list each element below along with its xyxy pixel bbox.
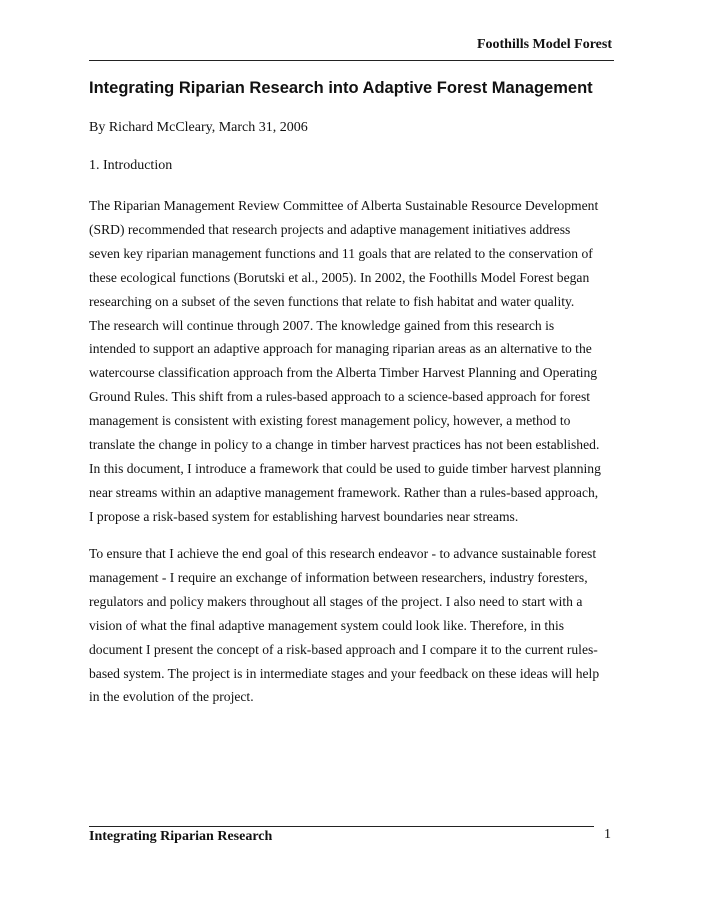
footer-running-title: Integrating Riparian Research: [89, 829, 273, 844]
paragraph-line: near streams within an adaptive management framework. Rather than a rules-based approach,: [89, 484, 599, 500]
paragraph-line: vision of what the final adaptive management system could look like. Therefore, in this: [89, 617, 565, 633]
document-title: Integrating Riparian Research into Adaptive Forest Management: [89, 79, 593, 97]
paragraph-line: (SRD) recommended that research projects and adaptive management initiatives address: [89, 221, 571, 237]
paragraph-1: [89, 194, 619, 529]
running-header: Foothills Model Forest: [476, 37, 612, 52]
paragraph-line: I propose a risk-based system for establishing harvest boundaries near streams.: [89, 508, 519, 524]
paragraph-line: seven key riparian management functions and 11 goals that are related to the conservation of: [89, 245, 593, 261]
paragraph-line: Ground Rules. This shift from a rules-based approach to a science-based approach for forest: [89, 389, 591, 405]
paragraph-2: [89, 542, 619, 709]
section-heading-introduction: 1. Introduction: [89, 158, 173, 173]
paragraph-line: these ecological functions (Borutski et al., 2005). In 2002, the Foothills Model Forest began: [89, 269, 590, 285]
paragraph-line: The research will continue through 2007. The knowledge gained from this research is: [89, 317, 555, 333]
paragraph-line: management - I require an exchange of information between researchers, industry foresters,: [89, 569, 588, 585]
paragraph-line: document I present the concept of a risk-based approach and I compare it to the current rules-: [89, 641, 598, 657]
paragraph-line: The Riparian Management Review Committee of Alberta Sustainable Resource Development: [89, 198, 599, 213]
paragraph-line: researching on a subset of the seven functions that relate to fish habitat and water quality.: [89, 293, 575, 309]
page-number: 1: [604, 827, 611, 842]
paragraph-line: based system. The project is in intermediate stages and your feedback on these ideas will help: [89, 665, 600, 681]
paragraph-line: management is consistent with existing forest management policy, however, a method to: [89, 413, 571, 429]
paragraph-line: regulators and policy makers throughout all stages of the project. I also need to start with a: [89, 593, 583, 609]
paragraph-line: translate the change in policy to a change in timber harvest practices has not been established.: [89, 437, 600, 453]
header-rule: [89, 60, 614, 61]
paragraph-line: watercourse classification approach from the Alberta Timber Harvest Planning and Operating: [89, 365, 598, 381]
paragraph-line: intended to support an adaptive approach for managing riparian areas as an alternative to the: [89, 341, 592, 357]
paragraph-line: In this document, I introduce a framework that could be used to guide timber harvest planning: [89, 460, 601, 476]
paragraph-line: in the evolution of the project.: [89, 689, 254, 705]
paragraph-line: To ensure that I achieve the end goal of this research endeavor - to advance sustainable forest: [89, 546, 597, 561]
footer-rule: [89, 826, 594, 827]
author-byline: By Richard McCleary, March 31, 2006: [89, 120, 308, 135]
